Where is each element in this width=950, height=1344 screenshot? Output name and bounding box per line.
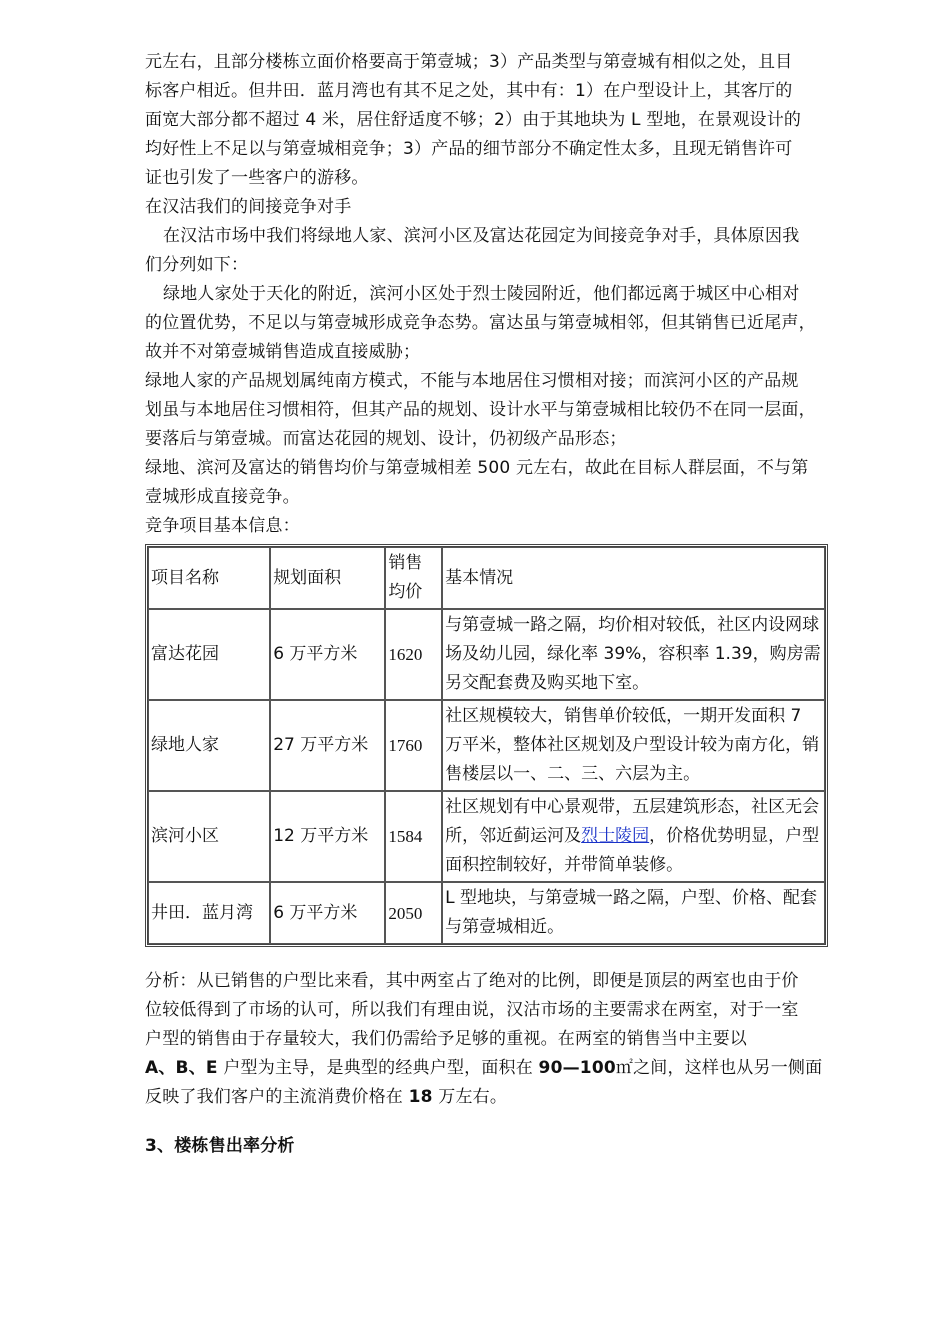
cemetery-link[interactable]: 烈士陵园 [581, 826, 650, 846]
text-span: 万左右。 [432, 1087, 508, 1107]
text-line: 的位置优势，不足以与第壹城形成竞争态势。富达虽与第壹城相邻，但其销售已近尾声， [145, 313, 816, 333]
table-row [148, 882, 825, 944]
text-line: 们分列如下： [145, 255, 249, 275]
description-cell [442, 791, 825, 882]
text-line [145, 1054, 893, 1083]
table-row [148, 609, 825, 700]
description-cell: 与第壹城一路之隔，均价相对较低，社区内设网球场及幼儿园，绿化率 39%，容积率 1.39，购房需另交配套费及购买地下室。 [442, 609, 825, 700]
table-row [148, 700, 825, 791]
text-line: 标客户相近。但井田．蓝月湾也有其不足之处，其中有：1）在户型设计上，其客厅的 [145, 81, 793, 101]
table-header-row [148, 547, 825, 609]
area-cell: 12 万平方米 [270, 791, 385, 882]
area-cell: 6 万平方米 [270, 882, 385, 944]
unit-text: ㎡ [615, 1058, 634, 1078]
text-line: 证也引发了一些客户的游移。 [145, 168, 369, 188]
project-name-cell: 井田．蓝月湾 [148, 882, 270, 944]
paragraph-2 [145, 280, 893, 367]
spacer [145, 947, 893, 967]
text-span: 反映了我们客户的主流消费价格在 [145, 1087, 409, 1107]
text-line [145, 1083, 893, 1112]
section-3-heading: 3、楼栋售出率分析 [145, 1136, 295, 1156]
description-text: ，价格优势明显，户型面积控制较好，并带简单装修。 [445, 826, 820, 875]
paragraph-1 [145, 222, 893, 280]
price-cell: 1760 [385, 700, 442, 791]
paragraph-4 [145, 454, 893, 512]
text-line: 分析：从已销售的户型比来看，其中两室占了绝对的比例，即便是顶层的两室也由于价 [145, 971, 799, 991]
text-line: 在汉沽市场中我们将绿地人家、滨河小区及富达花园定为间接竞争对手，具体原因我 [163, 226, 800, 246]
project-name-cell: 滨河小区 [148, 791, 270, 882]
text-line: 故并不对第壹城销售造成直接威胁； [145, 342, 421, 362]
header-cell: 项目名称 [148, 547, 270, 609]
paragraph-3 [145, 367, 893, 454]
document-page [145, 48, 893, 1161]
text-line: 户型的销售由于存量较大，我们仍需给予足够的重视。在两室的销售当中主要以 [145, 1029, 747, 1049]
table-caption: 竞争项目基本信息： [145, 516, 300, 536]
text-line: 位较低得到了市场的认可，所以我们有理由说，汉沽市场的主要需求在两室，对于一室 [145, 1000, 799, 1020]
header-cell: 规划面积 [270, 547, 385, 609]
area-cell: 27 万平方米 [270, 700, 385, 791]
text-line: 壹城形成直接竞争。 [145, 487, 300, 507]
text-line: 均好性上不足以与第壹城相竞争；3）产品的细节部分不确定性太多，且现无销售许可 [145, 139, 793, 159]
price-cell: 1584 [385, 791, 442, 882]
description-cell: 社区规模较大，销售单价较低，一期开发面积 7 万平米，整体社区规划及户型设计较为南方化，销售楼层以一、二、三、六层为主。 [442, 700, 825, 791]
price-cell: 1620 [385, 609, 442, 700]
bold-text: 90—100 [538, 1058, 616, 1078]
section-heading: 在汉沽我们的间接竞争对手 [145, 197, 352, 217]
table-row [148, 791, 825, 882]
text-span: 户型为主导，是典型的经典户型，面积在 [217, 1058, 539, 1078]
text-line: 元左右，且部分楼栋立面价格要高于第壹城；3）产品类型与第壹城有相似之处，且目 [145, 52, 793, 72]
text-span: 之间，这样也从另一侧面 [633, 1058, 823, 1078]
bold-text: 18 [408, 1087, 433, 1107]
text-line: 绿地人家的产品规划属纯南方模式，不能与本地居住习惯相对接；而滨河小区的产品规 [145, 371, 799, 391]
competitor-table [145, 544, 828, 947]
price-cell: 2050 [385, 882, 442, 944]
header-cell: 销售均价 [385, 547, 442, 609]
area-cell: 6 万平方米 [270, 609, 385, 700]
spacer [145, 1112, 893, 1132]
text-line: 绿地人家处于天化的附近，滨河小区处于烈士陵园附近，他们都远离于城区中心相对 [163, 284, 800, 304]
header-cell: 基本情况 [442, 547, 825, 609]
text-line: 面宽大部分都不超过 4 米，居住舒适度不够；2）由于其地块为 L 型地，在景观设计的 [145, 110, 802, 130]
description-cell: L 型地块，与第壹城一路之隔，户型、价格、配套与第壹城相近。 [442, 882, 825, 944]
analysis-paragraph [145, 967, 893, 1112]
text-line: 要落后与第壹城。而富达花园的规划、设计，仍初级产品形态； [145, 429, 627, 449]
intro-paragraph [145, 48, 893, 193]
text-line: 绿地、滨河及富达的销售均价与第壹城相差 500 元左右，故此在目标人群层面，不与第 [145, 458, 809, 478]
text-line: 划虽与本地居住习惯相符，但其产品的规划、设计水平与第壹城相比较仍不在同一层面， [145, 400, 816, 420]
project-name-cell: 富达花园 [148, 609, 270, 700]
description-text: 社区规划有中心景观带，五层建筑形态，社区无会所，邻近蓟运河及 [445, 797, 820, 846]
project-name-cell: 绿地人家 [148, 700, 270, 791]
bold-text: A、B、E [145, 1058, 218, 1078]
